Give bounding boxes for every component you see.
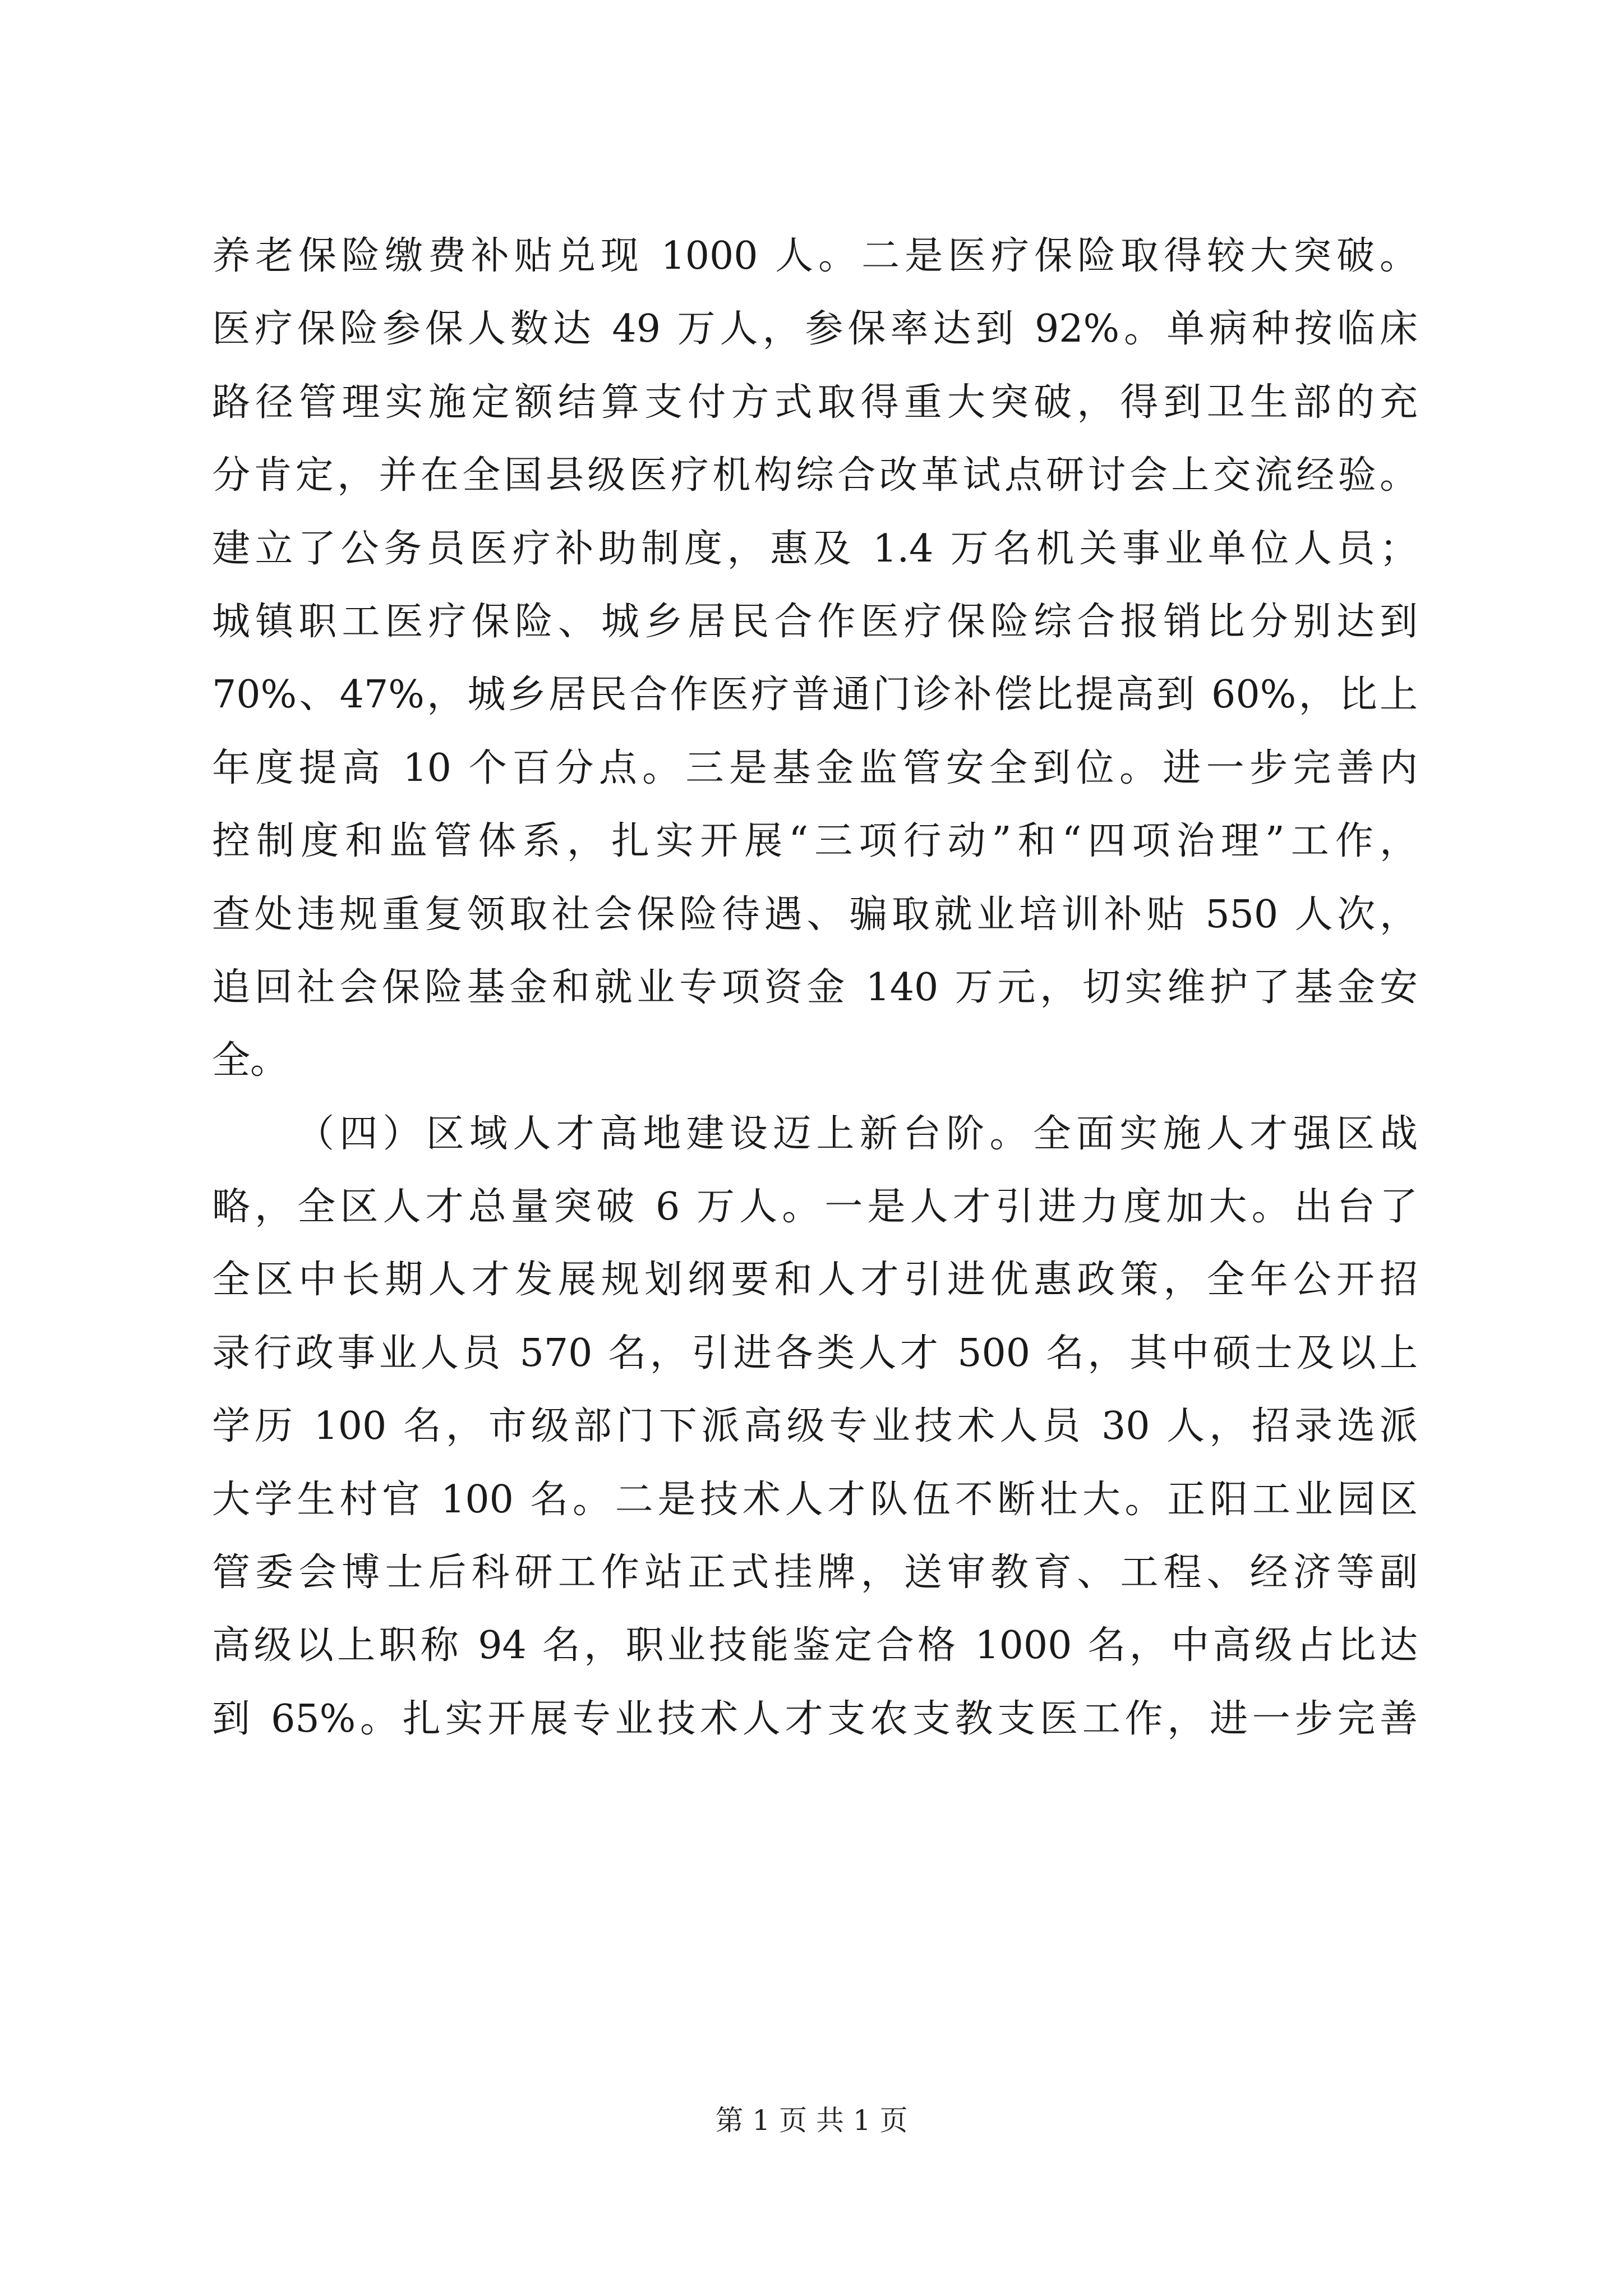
text-line: 分肯定，并在全国县级医疗机构综合改革试点研讨会上交流经验。 <box>212 453 1418 498</box>
text-line: 70%、47%，城乡居民合作医疗普通门诊补偿比提高到 60%，比上 <box>212 673 1418 717</box>
text-line: 高级以上职称 94 名，职业技能鉴定合格 1000 名，中高级占比达 <box>212 1623 1418 1668</box>
text-line: 控制度和监管体系，扎实开展“三项行动”和“四项治理”工作， <box>212 819 1418 864</box>
text-line: 医疗保险参保人数达 49 万人，参保率达到 92%。单病种按临床 <box>212 307 1418 352</box>
text-line: 查处违规重复领取社会保险待遇、骗取就业培训补贴 550 人次， <box>212 892 1418 937</box>
text-line: 录行政事业人员 570 名，引进各类人才 500 名，其中硕士及以上 <box>212 1331 1418 1375</box>
text-line: 路径管理实施定额结算支付方式取得重大突破，得到卫生部的充 <box>212 380 1418 425</box>
text-line: 管委会博士后科研工作站正式挂牌，送审教育、工程、经济等副 <box>212 1550 1418 1595</box>
text-line: 全区中长期人才发展规划纲要和人才引进优惠政策，全年公开招 <box>212 1258 1418 1303</box>
text-line: 追回社会保险基金和就业专项资金 140 万元，切实维护了基金安 <box>212 965 1418 1010</box>
page-number-footer: 第 1 页 共 1 页 <box>715 2104 908 2137</box>
paragraph-heading-line: （四）区域人才高地建设迈上新台阶。全面实施人才强区战 <box>296 1111 1418 1156</box>
text-line: 大学生村官 100 名。二是技术人才队伍不断壮大。正阳工业园区 <box>212 1477 1418 1522</box>
text-line: 略，全区人才总量突破 6 万人。一是人才引进力度加大。出台了 <box>212 1185 1418 1230</box>
text-line: 学历 100 名，市级部门下派高级专业技术人员 30 人，招录选派 <box>212 1404 1418 1449</box>
body-text <box>212 220 1418 1756</box>
text-line: 建立了公务员医疗补助制度，惠及 1.4 万名机关事业单位人员； <box>212 526 1418 571</box>
text-line: 到 65%。扎实开展专业技术人才支农支教支医工作，进一步完善 <box>212 1696 1418 1741</box>
text-line: 年度提高 10 个百分点。三是基金监管安全到位。进一步完善内 <box>212 746 1418 790</box>
text-line: 全。 <box>212 1038 289 1083</box>
text-line: 养老保险缴费补贴兑现 1000 人。二是医疗保险取得较大突破。 <box>212 234 1418 278</box>
text-line: 城镇职工医疗保险、城乡居民合作医疗保险综合报销比分别达到 <box>212 599 1418 644</box>
